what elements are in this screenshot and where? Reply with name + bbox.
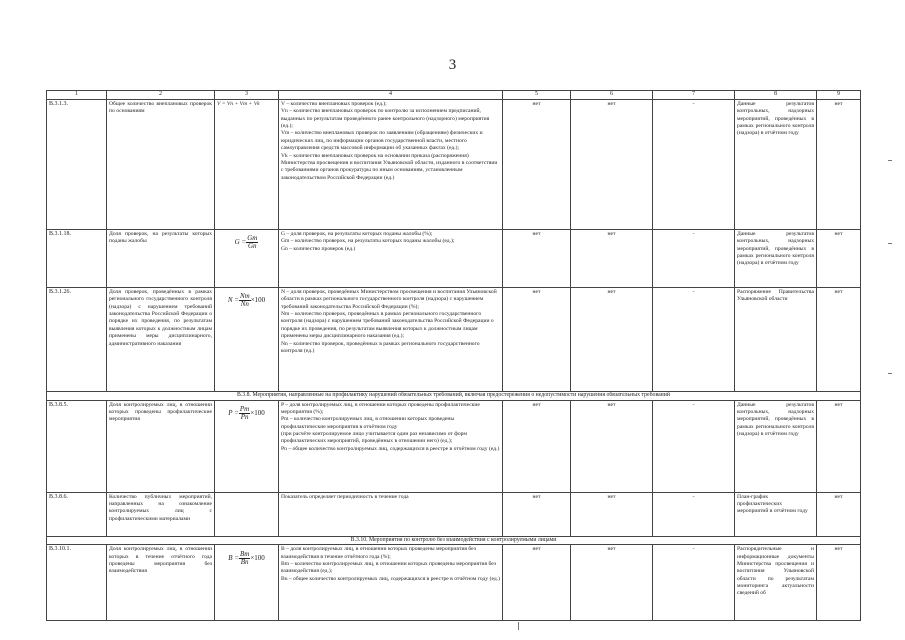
description-line: Bm – количество контролируемых лиц, в отношении которых проведены мероприятия без взаимодействия (ед.); [281, 560, 497, 575]
indicator-name: Доля контролируемых лиц, в отношении которых в течение отчётного года проведены мероприятия без взаимодействия [107, 545, 215, 621]
description-line: Vk – количество внеплановых проверок на основании приказа (распоряжения) Министерства просвещения и воспитания Ульяновской области, изданного в соответствии с требованиями органов прокуратуры по иным основаниям, установленным законодательством Российской Федерации (ед.) [281, 152, 498, 181]
indicator-description [279, 545, 503, 621]
indicator-name: Доля проверок, на результаты которых поданы жалобы [107, 229, 215, 287]
formula [217, 402, 276, 426]
formula-text: V = Vn + Vm + Vk [217, 100, 260, 107]
data-source: План-график профилактических мероприятий в отчётном году [735, 492, 817, 536]
column-5-value: нет [503, 545, 571, 621]
indicator-description [279, 492, 503, 536]
description-line: G – доля проверок, на результаты которых поданы жалобы (%); [281, 230, 433, 237]
description-line: Nm – количество проверок, проведённых в рамках регионального государственного контроля (надзора) с нарушением требований законодательства Российской Федерации о порядке их проведения, по результатам выявления которых к должностным лицам применены меры дисциплинарного наказания (ед.); [281, 311, 494, 340]
indicator-code: В.3.8.5. [47, 400, 107, 492]
column-6-value: нет [571, 99, 653, 229]
header-cell: 4 [279, 91, 503, 100]
column-6-value: нет [571, 229, 653, 287]
column-6-value: нет [571, 545, 653, 621]
section-title: В.3.10. Мероприятия по контролю без взаимодействия с контролируемыми лицами [47, 536, 861, 545]
formula-numerator: Pm [239, 405, 250, 414]
header-cell: 9 [817, 91, 861, 100]
column-7-value: - [653, 229, 735, 287]
description-line: Pm – количество контролируемых лиц, в отношении которых проведены профилактические мероприятия в отчётном году [281, 416, 455, 430]
column-5-value: нет [503, 99, 571, 229]
indicator-name: Доля контролируемых лиц, в отношении которых проведены профилактические мероприятия [107, 400, 215, 492]
column-6-value: нет [571, 492, 653, 536]
column-6-value: нет [571, 287, 653, 391]
indicator-formula [215, 99, 279, 229]
formula-lhs: G = [234, 238, 247, 247]
column-9-value: нет [817, 287, 861, 391]
formula-denominator: Bn [240, 557, 249, 566]
description-line: (при расчёте контролируемое лицо учитывается один раз независимо от форм профилактических мероприятий, проведённых в отношении него) (ед.); [281, 431, 467, 445]
header-cell: 3 [215, 91, 279, 100]
formula-suffix: ×100 [250, 553, 265, 562]
formula-lhs: N = [227, 296, 239, 305]
formula-fraction [239, 406, 250, 421]
formula-suffix: ×100 [250, 296, 266, 305]
description-line: Pn – общее количество контролируемых лиц, содержащихся в реестре в отчётном году (ед.) [281, 445, 500, 452]
header-cell: 6 [571, 91, 653, 100]
description-line: Показатель определяет периодичность в течение года [281, 493, 409, 500]
page-number: 3 [448, 57, 457, 73]
column-9-value: нет [817, 99, 861, 229]
table-body [47, 91, 861, 621]
scan-mark [888, 243, 892, 244]
indicator-description [279, 99, 503, 229]
table-row [47, 287, 861, 391]
description-line: V – количество внеплановых проверок (ед.); [281, 100, 387, 107]
column-9-value: нет [817, 400, 861, 492]
header-cell: 7 [653, 91, 735, 100]
formula [217, 289, 276, 313]
column-5-value: нет [503, 400, 571, 492]
data-source: Данные результатов контрольных, надзорных мероприятий, проведённых в рамках регионального контроля (надзора) в отчётном году [735, 229, 817, 287]
description-line: Bn – общее количество контролируемых лиц, содержащихся в реестре в отчётном году (ед.) [281, 575, 500, 582]
indicator-name: Количество публичных мероприятий, направленных на ознакомление контролируемых лиц с профилактическими материалами [107, 492, 215, 536]
formula-numerator: Nm [239, 292, 250, 301]
description-line: Vn – количество внеплановых проверок по контролю за исполнением предписаний, выданных по результатам проведённого ранее контрольного (надзорного) мероприятия (ед.); [281, 108, 490, 130]
indicator-description [279, 287, 503, 391]
header-row [47, 91, 861, 100]
indicator-code: В.3.8.6. [47, 492, 107, 536]
section-row [47, 536, 861, 545]
indicator-formula [215, 229, 279, 287]
column-9-value: нет [817, 492, 861, 536]
indicator-name: Общее количество внеплановых проверок по основаниям [107, 99, 215, 229]
header-cell: 5 [503, 91, 571, 100]
formula-denominator: Nn [240, 300, 249, 309]
formula-numerator: Bm [239, 549, 250, 558]
description-line: Vm – количество внеплановых проверок по заявлениям (обращениям) физических и юридических лиц, по информации органов государственной власти, местного самоуправления средств массовой информации об указанных фактах (ед.); [281, 130, 483, 152]
section-row [47, 391, 861, 400]
indicator-code: В.3.1.18. [47, 229, 107, 287]
data-source: Распоряжение Правительства Ульяновской области [735, 287, 817, 391]
column-6-value: нет [571, 400, 653, 492]
header-cell: 1 [47, 91, 107, 100]
indicator-formula [215, 400, 279, 492]
column-9-value: нет [817, 229, 861, 287]
formula-lhs: P = [228, 408, 239, 417]
column-9-value: нет [817, 545, 861, 621]
indicator-formula [215, 545, 279, 621]
column-7-value: - [653, 287, 735, 391]
formula-suffix: ×100 [250, 408, 265, 417]
indicator-code: В.3.1.3. [47, 99, 107, 229]
indicator-description [279, 229, 503, 287]
indicator-formula [215, 287, 279, 391]
data-source: Данные результатов контрольных, надзорных мероприятий, проведённых в рамках регионального контроля (надзора) в отчётном году [735, 400, 817, 492]
indicator-formula [215, 492, 279, 536]
column-7-value: - [653, 99, 735, 229]
formula-fraction [239, 551, 250, 566]
scan-mark [518, 622, 519, 630]
column-7-value: - [653, 492, 735, 536]
description-line: Nn – количество проверок, проведённых в рамках регионального государственного контроля (ед.) [281, 340, 480, 354]
formula-numerator: Gm [247, 234, 258, 243]
formula-lhs: B = [228, 553, 239, 562]
table-row [47, 545, 861, 621]
indicators-table [46, 90, 861, 621]
table-row [47, 400, 861, 492]
column-7-value: - [653, 545, 735, 621]
table-row [47, 229, 861, 287]
header-cell: 8 [735, 91, 817, 100]
formula [217, 231, 276, 255]
column-7-value: - [653, 400, 735, 492]
formula-fraction [239, 293, 251, 308]
description-line: Gn – количество проверок (ед.) [281, 245, 356, 252]
column-5-value: нет [503, 492, 571, 536]
formula [217, 546, 276, 570]
indicator-name: Доля проверок, проведённых в рамках регионального государственного контроля (надзора) с нарушением требований законодательства Российской Федерации о порядке их проведения, по результатам выявления которых к должностным лицам применены меры дисциплинарного, административного наказания [107, 287, 215, 391]
data-source: Данные результатов контрольных, надзорных мероприятий, проведённых в рамках регионального контроля (надзора) в отчётном году [735, 99, 817, 229]
table-row [47, 99, 861, 229]
indicator-description [279, 400, 503, 492]
indicator-code: В.3.1.26. [47, 287, 107, 391]
description-line: N – доля проверок, проведённых Министерством просвещения и воспитания Ульяновской области в рамках регионального государственного контроля (надзора) с нарушением требований законодательства Российской Федерации (%); [281, 288, 497, 310]
scan-mark [888, 373, 892, 374]
indicator-code: В.3.10.1. [47, 545, 107, 621]
column-5-value: нет [503, 229, 571, 287]
table-row [47, 492, 861, 536]
header-cell: 2 [107, 91, 215, 100]
column-5-value: нет [503, 287, 571, 391]
description-line: B – доля контролируемых лиц, в отношении которых проведены мероприятия без взаимодействия в течение отчётного года (%); [281, 546, 476, 560]
formula-denominator: Gn [247, 242, 257, 251]
description-line: P – доля контролируемых лиц, в отношении которых проведены профилактические мероприятия (%); [281, 401, 480, 415]
scan-mark [888, 160, 892, 161]
data-source: Распорядительные и информационные документы Министерства просвещения и воспитания Ульяновской области по результатам мониторинга актуальности сведений об [735, 545, 817, 621]
formula-fraction [246, 235, 258, 250]
description-line: Gm – количество проверок, на результаты которых поданы жалобы (ед.); [281, 238, 455, 245]
section-title: В.3.8. Мероприятия, направленные на профилактику нарушений обязательных требований, включая предостережения о недопустимости нарушения обязательных требований [47, 391, 861, 400]
formula-denominator: Pn [240, 413, 249, 422]
